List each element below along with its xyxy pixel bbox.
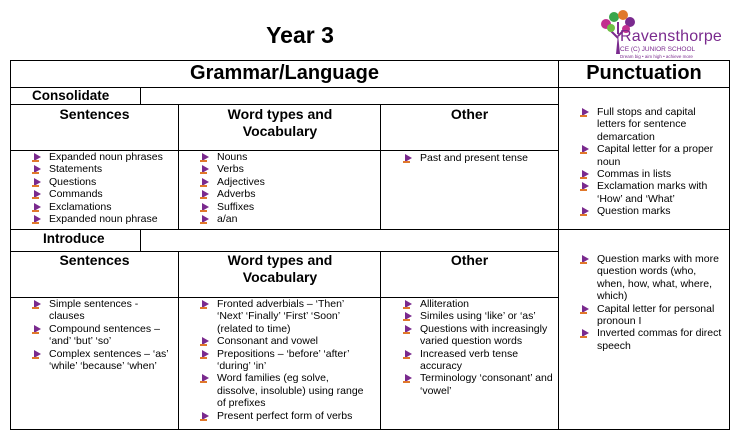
- list-item: Simple sentences - clauses: [32, 298, 172, 323]
- consolidate-sentences-heading: Sentences: [59, 106, 130, 122]
- logo-motto: Dream big • aim high • achieve more: [620, 54, 693, 59]
- list-item: Compound sentences – ‘and’ ‘but’ ‘so’: [32, 323, 172, 348]
- list-item: Expanded noun phrases: [32, 151, 177, 163]
- list-item: Nouns: [200, 151, 378, 163]
- list-item: Inverted commas for direct speech: [580, 327, 726, 352]
- list-item: Increased verb tense accuracy: [403, 348, 553, 373]
- list-item: Questions with increasingly varied question words: [403, 323, 553, 348]
- consolidate-sentences-list: [32, 151, 177, 225]
- list-item: Question marks: [580, 205, 726, 217]
- list-item: Commands: [32, 188, 177, 200]
- list-item: Questions: [32, 176, 177, 188]
- list-item: Adjectives: [200, 176, 378, 188]
- introduce-punctuation-list: [580, 253, 726, 352]
- list-item: Complex sentences – ‘as’ ‘while’ ‘because’ ‘when’: [32, 348, 172, 373]
- punctuation-header: Punctuation: [586, 62, 702, 84]
- logo-subtitle: CE (C) JUNIOR SCHOOL: [620, 46, 696, 53]
- list-item: Verbs: [200, 163, 378, 175]
- introduce-other-list: [403, 298, 553, 397]
- consolidate-wordtypes-heading: Word types and Vocabulary: [227, 106, 333, 139]
- introduce-sentences-list: [32, 298, 172, 372]
- grammar-header: Grammar/Language: [190, 62, 379, 84]
- page-title: Year 3: [266, 22, 334, 48]
- list-item: Consonant and vowel: [200, 335, 372, 347]
- introduce-other-heading: Other: [450, 252, 489, 268]
- list-item: Exclamation marks with ‘How’ and ‘What’: [580, 180, 726, 205]
- list-item: Alliteration: [403, 298, 553, 310]
- consolidate-other-heading: Other: [450, 106, 489, 122]
- list-item: Word families (eg solve, dissolve, insoluble) using range of prefixes: [200, 372, 372, 409]
- school-logo: [592, 8, 722, 58]
- list-item: Suffixes: [200, 201, 378, 213]
- consolidate-wordtypes-list: [200, 151, 378, 225]
- list-item: Expanded noun phrase: [32, 213, 177, 225]
- list-item: a/an: [200, 213, 378, 225]
- list-item: Question marks with more question words (who, when, how, what, where, which): [580, 253, 726, 303]
- list-item: Similes using ‘like’ or ‘as’: [403, 310, 553, 322]
- list-item: Prepositions – ‘before’ ‘after’ ‘during’ ‘in’: [200, 348, 372, 373]
- introduce-wordtypes-heading: Word types and Vocabulary: [227, 252, 333, 285]
- introduce-sentences-heading: Sentences: [59, 252, 130, 268]
- list-item: Past and present tense: [403, 152, 555, 164]
- list-item: Terminology ‘consonant’ and ‘vowel’: [403, 372, 553, 397]
- list-item: Adverbs: [200, 188, 378, 200]
- introduce-wordtypes-list: [200, 298, 372, 422]
- list-item: Statements: [32, 163, 177, 175]
- logo-name: Ravensthorpe: [620, 28, 723, 45]
- list-item: Exclamations: [32, 201, 177, 213]
- list-item: Fronted adverbials – ‘Then’ ‘Next’ ‘Finally’ ‘First’ ‘Soon’ (related to time): [200, 298, 372, 335]
- list-item: Commas in lists: [580, 168, 726, 180]
- list-item: Capital letter for a proper noun: [580, 143, 726, 168]
- consolidate-label: Consolidate: [32, 88, 110, 103]
- consolidate-other-list: [403, 152, 555, 164]
- list-item: Capital letter for personal pronoun I: [580, 303, 726, 328]
- list-item: Full stops and capital letters for sentence demarcation: [580, 106, 726, 143]
- introduce-label: Introduce: [43, 231, 105, 246]
- consolidate-punctuation-list: [580, 106, 726, 218]
- list-item: Present perfect form of verbs: [200, 410, 372, 422]
